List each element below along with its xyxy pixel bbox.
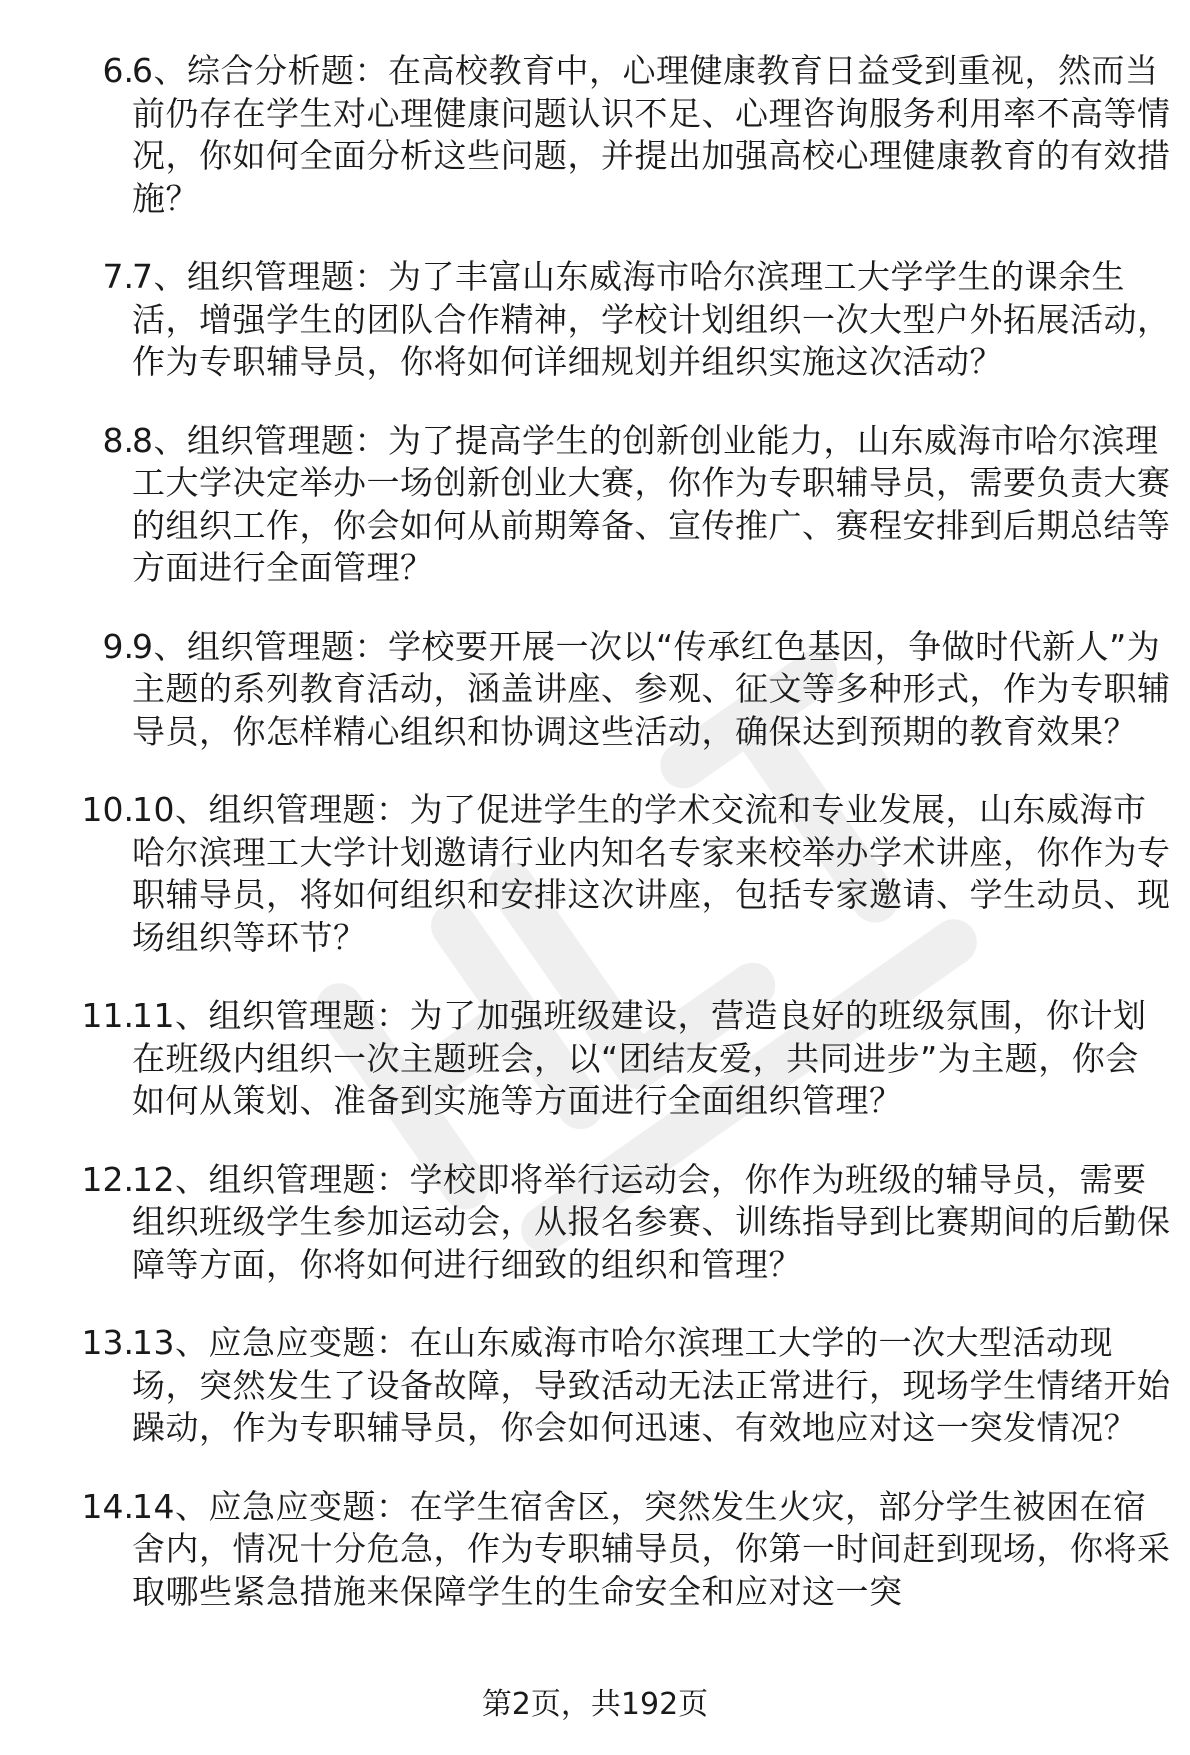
question-item — [0, 626, 1190, 754]
question-item — [0, 789, 1190, 959]
question-item — [0, 1159, 1190, 1287]
question-item — [0, 1486, 1190, 1614]
question-text: 13、应急应变题：在山东威海市哈尔滨理工大学的一次大型活动现场，突然发生了设备故障，导致活动无法正常进行，现场学生情绪开始躁动，作为专职辅导员，你会如何迅速、有效地应对这一突发情况？ — [132, 1323, 1171, 1447]
question-text: 6、综合分析题：在高校教育中，心理健康教育日益受到重视，然而当前仍存在学生对心理健康问题认识不足、心理咨询服务利用率不高等情况，你如何全面分析这些问题，并提出加强高校心理健康教育的有效措施？ — [132, 51, 1171, 218]
question-item — [0, 1322, 1190, 1450]
question-text: 7、组织管理题：为了丰富山东威海市哈尔滨理工大学学生的课余生活，增强学生的团队合作精神，学校计划组织一次大型户外拓展活动，作为专职辅导员，你将如何详细规划并组织实施这次活动？ — [132, 257, 1171, 381]
question-text: 10、组织管理题：为了促进学生的学术交流和专业发展，山东威海市哈尔滨理工大学计划邀请行业内知名专家来校举办学术讲座，你作为专职辅导员，将如何组织和安排这次讲座，包括专家邀请、学生动员、现场组织等环节？ — [132, 790, 1171, 957]
question-item — [0, 995, 1190, 1123]
question-list — [0, 50, 1190, 1649]
question-text: 11、组织管理题：为了加强班级建设，营造良好的班级氛围，你计划在班级内组织一次主题班会，以“团结友爱，共同进步”为主题，你会如何从策划、准备到实施等方面进行全面组织管理？ — [132, 996, 1147, 1120]
question-text: 9、组织管理题：学校要开展一次以“传承红色基因，争做时代新人”为主题的系列教育活动，涵盖讲座、参观、征文等多种形式，作为专职辅导员，你怎样精心组织和协调这些活动，确保达到预期的教育效果？ — [132, 626, 1171, 751]
question-text: 8、组织管理题：为了提高学生的创新创业能力，山东威海市哈尔滨理工大学决定举办一场创新创业大赛，你作为专职辅导员，需要负责大赛的组织工作，你会如何从前期筹备、宣传推广、赛程安排到后期总结等方面进行全面管理？ — [132, 420, 1171, 587]
question-text: 14、应急应变题：在学生宿舍区，突然发生火灾，部分学生被困在宿舍内，情况十分危急，作为专职辅导员，你第一时间赶到现场，你将采取哪些紧急措施来保障学生的生命安全和应对这一突 — [132, 1486, 1171, 1611]
question-number: 12. — [81, 1159, 134, 1199]
question-item — [0, 256, 1190, 384]
page-footer: 第2页，共192页 — [481, 1687, 709, 1722]
question-number: 7. — [102, 257, 134, 296]
question-text: 12、组织管理题：学校即将举行运动会，你作为班级的辅导员，需要组织班级学生参加运动会，从报名参赛、训练指导到比赛期间的后勤保障等方面，你将如何进行细致的组织和管理？ — [132, 1159, 1171, 1284]
question-number: 6. — [102, 51, 134, 90]
question-number: 8. — [102, 420, 134, 460]
question-item — [0, 420, 1190, 590]
question-number: 14. — [81, 1486, 134, 1526]
question-number: 13. — [81, 1323, 134, 1362]
question-number: 9. — [102, 626, 134, 666]
question-number: 10. — [81, 790, 134, 829]
question-number: 11. — [81, 996, 134, 1035]
question-item — [0, 50, 1190, 220]
